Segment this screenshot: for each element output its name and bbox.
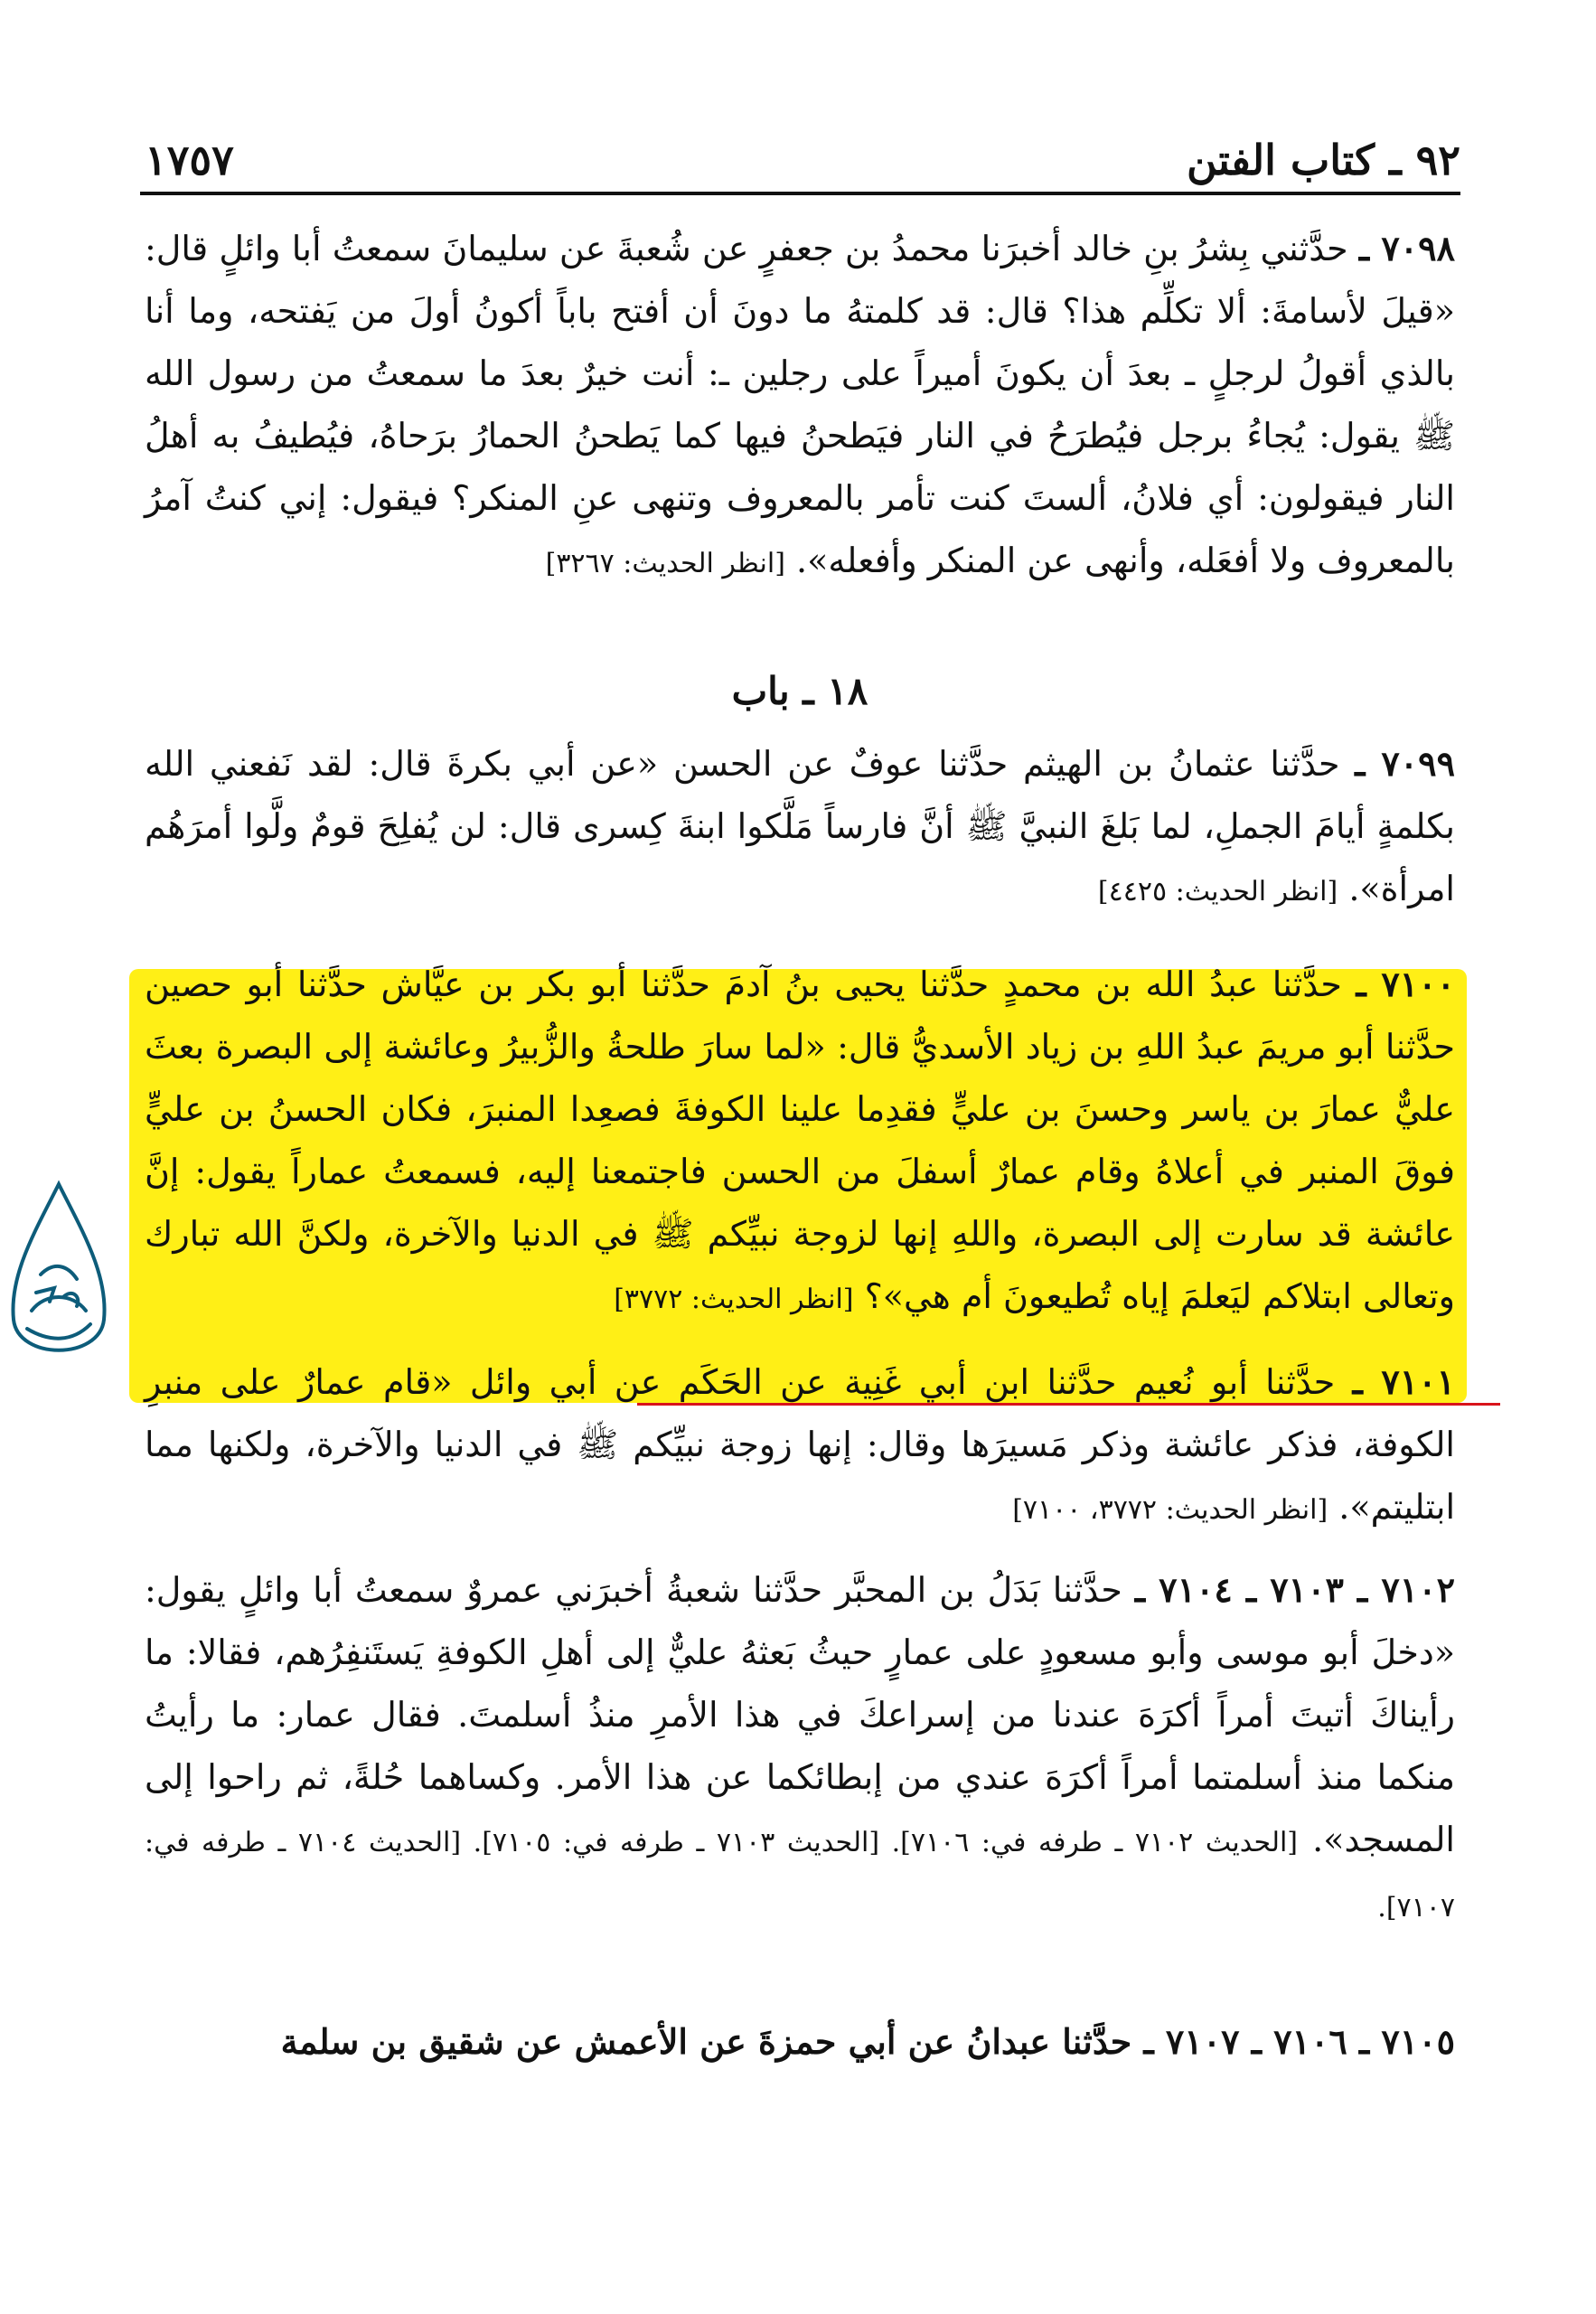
hadith-reference: [انظر الحديث: ٣٧٧٢] bbox=[614, 1284, 854, 1315]
hadith-text: حدَّثنا عثمانُ بن الهيثم حدَّثنا عوفٌ عن الحسن «عن أبي بكرةَ قال: لقد نَفعني الله بكلمةٍ أيامَ الجملِ، لما بَلغَ النبيَّ ﷺ أنَّ فارساً مَلَّكوا ابنةَ كِسرى قال: لن يُفلِحَ قومٌ ولَّوا أمرَهُم امرأة». bbox=[145, 744, 1455, 908]
hadith-7098 bbox=[145, 217, 1455, 651]
hadith-text: حدَّثنا بَدَلُ بن المحبَّر حدَّثنا شعبةُ أخبرَني عمروٌ سمعتُ أبا وائلٍ يقول: «دخلَ أبو موسى وأبو مسعودٍ على عمارٍ حيثُ بَعثهُ عليٌّ إلى أهلِ الكوفةِ يَستَنفِرُهم، فقالا: ما رأيناكَ أتيتَ أمراً أكرَهَ عندنا من إسراعكَ في هذا الأمرِ منذُ أسلمتَ. فقال عمار: ما رأيتُ منكما منذ أسلمتما أمراً أكرَهَ عندي من إبطائكما عن هذا الأمر. وكساهما حُلةً، ثم راحوا إلى المسجد». bbox=[145, 1570, 1455, 1859]
hadith-number: ٧١٠٠ ـ bbox=[1356, 964, 1455, 1004]
hadith-7101 bbox=[145, 1350, 1455, 1540]
hadith-text: حدَّثنا عبدانُ عن أبي حمزةَ عن الأعمش عن شقيق بن سلمة bbox=[280, 2021, 1132, 2062]
header-divider bbox=[140, 192, 1460, 195]
hadith-number: ٧١٠٢ ـ ٧١٠٣ ـ ٧١٠٤ ـ bbox=[1134, 1569, 1455, 1610]
page-number: ١٧٥٧ bbox=[145, 136, 234, 184]
hadith-reference: [انظر الحديث: ٣٢٦٧] bbox=[545, 548, 785, 579]
main-text bbox=[145, 217, 1455, 2073]
chapter-heading: ١٨ ـ باب bbox=[731, 669, 868, 713]
hadith-number: ٧١٠١ ـ bbox=[1352, 1361, 1455, 1402]
hadith-reference: [انظر الحديث: ٤٤٢٥] bbox=[1097, 876, 1338, 908]
hadith-7105-7107 bbox=[145, 2010, 1455, 2073]
hadith-number: ٧١٠٥ ـ ٧١٠٦ ـ ٧١٠٧ ـ bbox=[1143, 2021, 1455, 2062]
hadith-7100 bbox=[145, 953, 1455, 1332]
calligraphic-seal-logo bbox=[0, 1175, 117, 1383]
hadith-text: حدَّثنا أبو نُعيم حدَّثنا ابن أبي غَنِية عن الحَكَم عن أبي وائل «قام عمارٌ على منبرِ الكوفة، فذكر عائشة وذكر مَسيرَها وقال: إنها زوجة نبيِّكم ﷺ في الدنيا والآخرة، ولكنها مما ابتليتم». bbox=[145, 1362, 1455, 1527]
hadith-reference: [انظر الحديث: ٣٧٧٢، ٧١٠٠] bbox=[1012, 1494, 1328, 1526]
chapter-title: ٩٢ ـ كتاب الفتن bbox=[1186, 136, 1460, 184]
hadith-text: حدَّثني بِشرُ بنِ خالد أخبرَنا محمدُ بن جعفرٍ عن شُعبةَ عن سليمانَ سمعتُ أبا وائلٍ قال: «قيلَ لأسامةَ: ألا تكلِّم هذا؟ قال: قد كلمتهُ ما دونَ أن أفتح باباً أكونُ أولَ من يَفتحه، وما أنا بالذي أقولُ لرجلٍ ـ بعدَ أن يكونَ أميراً على رجلين ـ: أنت خيرٌ بعدَ ما سمعتُ من رسول الله ﷺ يقول: يُجاءُ برجل فيُطرَحُ في النار فيَطحنُ فيها كما يَطحنُ الحمارُ برَحاهُ، فيُطيفُ به أهلُ النار فيقولون: أي فلانُ، ألستَ كنت تأمر بالمعروف وتنهى عنِ المنكر؟ فيقول: إني كنتُ آمرُ بالمعروف ولا أفعَله، وأنهى عن المنكر وأفعله». bbox=[145, 229, 1455, 580]
hadith-7102-7104 bbox=[145, 1558, 1455, 1992]
hadith-number: ٧٠٩٩ ـ bbox=[1355, 743, 1455, 784]
hadith-reference: [الحديث ٧١٠٢ ـ طرفه في: ٧١٠٦]. [الحديث ٧١٠٣ ـ طرفه في: ٧١٠٥]. [الحديث ٧١٠٤ ـ طرفه في: ٧١٠٧]. bbox=[145, 1827, 1455, 1924]
page-header bbox=[145, 127, 1460, 184]
hadith-7099 bbox=[145, 732, 1455, 922]
hadith-number: ٧٠٩٨ ـ bbox=[1358, 228, 1455, 268]
hadith-text: حدَّثنا عبدُ الله بن محمدٍ حدَّثنا يحيى بنُ آدمَ حدَّثنا أبو بكر بن عيَّاش حدَّثنا أبو حصين حدَّثنا أبو مريمَ عبدُ اللهِ بن زياد الأسديُّ قال: «لما سارَ طلحةُ والزُّبيرُ وعائشة إلى البصرة بعثَ عليٌّ عمارَ بن ياسر وحسنَ بن عليٍّ فقدِما علينا الكوفةَ فصعِدا المنبرَ، فكان الحسنُ بن عليٍّ فوقَ المنبر في أعلاهُ وقام عمارٌ أسفلَ من الحسن فاجتمعنا إليه، فسمعتُ عماراً يقول: إنَّ عائشة قد سارت إلى البصرة، واللهِ إنها لزوجة نبيِّكم ﷺ في الدنيا والآخرة، ولكنَّ الله تبارك وتعالى ابتلاكم ليَعلمَ إياه تُطيعونَ أم هي»؟ bbox=[145, 964, 1455, 1316]
